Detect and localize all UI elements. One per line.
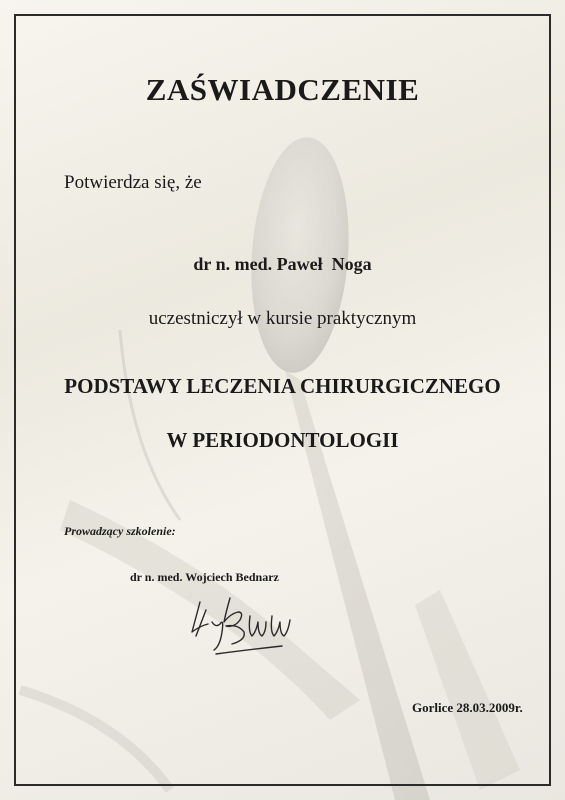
course-title-line-2: W PERIODONTOLOGII [166,428,399,452]
certificate-border [14,14,551,786]
certificate-title: ZAŚWIADCZENIE [145,72,420,107]
participation-text: uczestniczył w kursie praktycznym [148,308,417,329]
leader-label: Prowadzący szkolenie: [64,524,176,538]
course-title-line-1: PODSTAWY LECZENIA CHIRURGICZNEGO [64,374,501,398]
participant-name: dr n. med. Paweł Noga [193,254,372,274]
place-and-date: Gorlice 28.03.2009r. [412,700,523,715]
leader-name: dr n. med. Wojciech Bednarz [130,570,279,584]
signature-icon [186,592,306,662]
confirm-text: Potwierdza się, że [64,172,202,193]
